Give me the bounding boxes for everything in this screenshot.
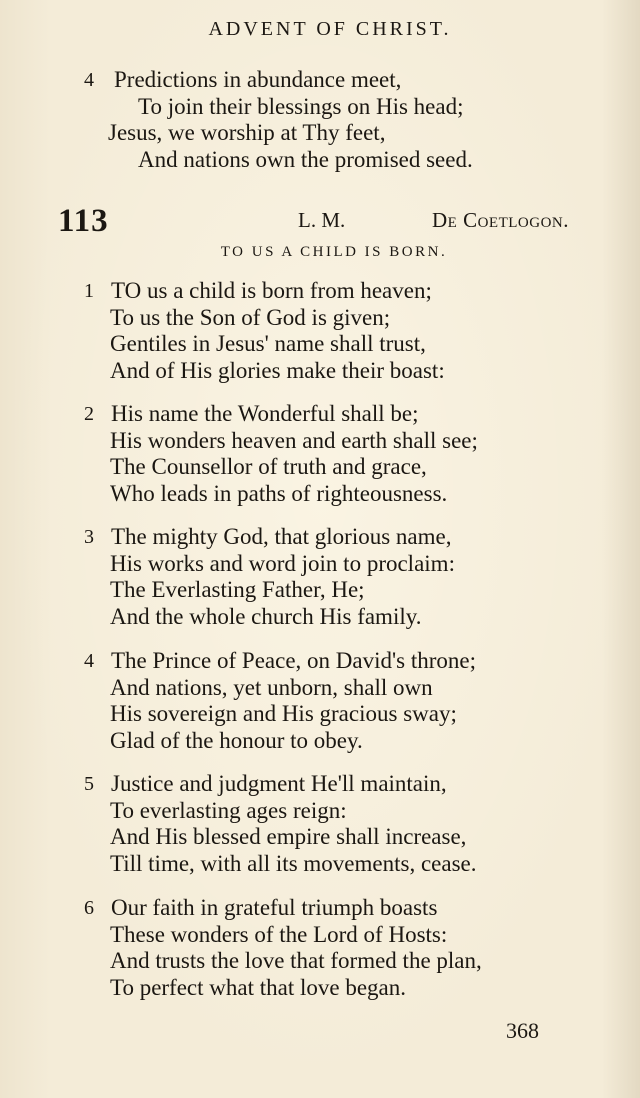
verse-line: And of His glories make their boast: <box>110 357 445 383</box>
verse-line: Our faith in grateful triumph boasts <box>111 895 438 920</box>
hymn-title: TO US A CHILD IS BORN. <box>220 244 448 260</box>
verse-line: Jesus, we worship at Thy feet, <box>108 120 386 145</box>
verse-line: TO us a child is born from heaven; <box>111 278 432 303</box>
verse-line: Till time, with all its movements, cease. <box>110 850 477 876</box>
verse-number: 2 <box>84 403 94 425</box>
verse-line: His name the Wonderful shall be; <box>111 401 419 426</box>
verse-line: His sovereign and His gracious sway; <box>110 701 457 726</box>
hymn-author: De Coetlogon. <box>432 208 569 232</box>
verse-line: Glad of the honour to obey. <box>110 727 363 753</box>
verse-line: And trusts the love that formed the plan, <box>110 948 482 973</box>
verse-4 <box>86 648 606 754</box>
verse-line: Who leads in paths of righteousness. <box>110 480 448 506</box>
verse-5 <box>86 771 606 877</box>
hymn-meter: L. M. <box>298 208 346 232</box>
verse-line: The Everlasting Father, He; <box>110 577 365 602</box>
verse-2 <box>86 401 606 507</box>
verse-line: To perfect what that love began. <box>110 974 406 1000</box>
verse-line: And His blessed empire shall increase, <box>110 824 467 849</box>
verse-6 <box>86 895 606 1001</box>
running-head: ADVENT OF CHRIST. <box>208 18 452 40</box>
verse-line: And the whole church His family. <box>110 603 422 629</box>
verse-line: These wonders of the Lord of Hosts: <box>110 921 448 947</box>
verse-line: To us the Son of God is given; <box>110 304 391 330</box>
verse-line: The Counsellor of truth and grace, <box>110 454 427 479</box>
verse-number: 4 <box>84 650 94 672</box>
continued-verse <box>86 67 606 173</box>
verse-line: To everlasting ages reign: <box>110 797 347 823</box>
verse-line: The Prince of Peace, on David's throne; <box>111 648 477 673</box>
verse-number: 6 <box>84 897 94 919</box>
verse-1 <box>86 278 606 384</box>
verse-line: And nations, yet unborn, shall own <box>110 674 433 700</box>
verse-number: 5 <box>84 773 94 795</box>
verse-line: Gentiles in Jesus' name shall trust, <box>110 331 426 356</box>
verse-line: And nations own the promised seed. <box>138 146 473 172</box>
verse-line: To join their blessings on His head; <box>138 93 464 119</box>
verse-line: Predictions in abundance meet, <box>114 67 402 92</box>
page-number: 368 <box>506 1018 539 1043</box>
verse-line: Justice and judgment He'll maintain, <box>111 771 447 796</box>
verse-line: His works and word join to proclaim: <box>110 550 455 576</box>
verse-number: 3 <box>84 526 94 548</box>
hymn-number: 113 <box>58 203 109 239</box>
verse-line: His wonders heaven and earth shall see; <box>110 427 478 453</box>
verse-number: 1 <box>84 280 94 302</box>
verse-3 <box>86 524 606 630</box>
verse-line: The mighty God, that glorious name, <box>111 524 452 549</box>
verse-number: 4 <box>84 69 94 91</box>
